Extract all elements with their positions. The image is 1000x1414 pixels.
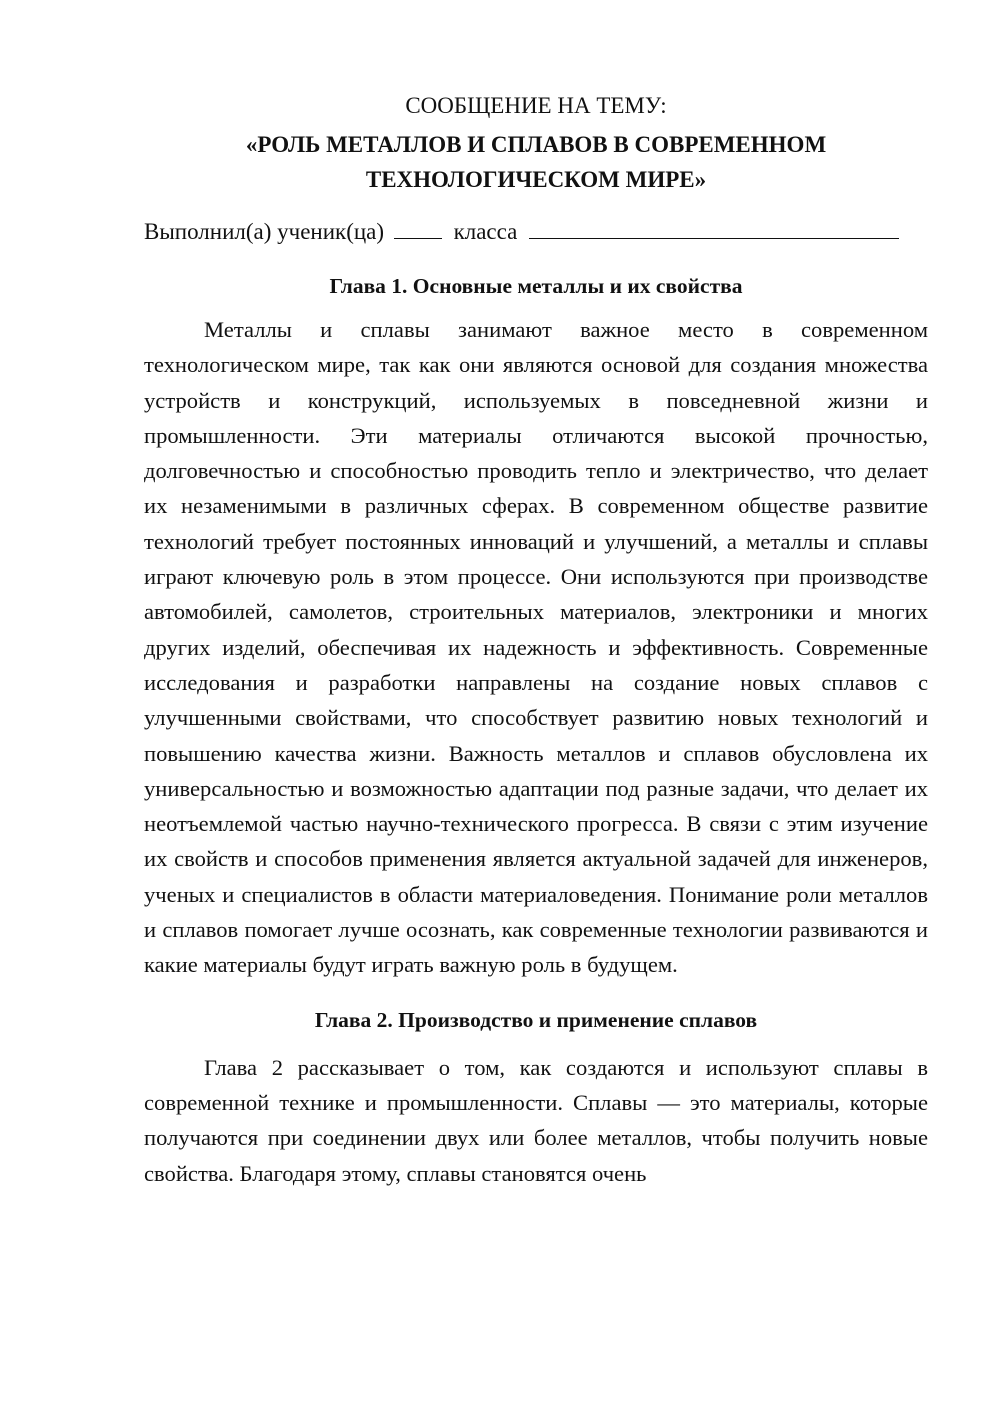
student-info-line: [144, 217, 928, 247]
chapter-2-paragraph: Глава 2 рассказывает о том, как создаются и используют сплавы в современной технике и промышленности. Сплавы — это материалы, которые получаются при соединении двух или более металлов, чтобы получить новые свойства. Благодаря этому, сплавы становятся очень: [144, 1054, 928, 1186]
name-blank[interactable]: [529, 218, 899, 239]
chapter-1-title: Глава 1. Основные металлы и их свойства: [329, 274, 743, 298]
chapter-1-paragraph: Металлы и сплавы занимают важное место в современном технологическом мире, так как они являются основой для создания множества устройств и конструкций, используемых в повседневной жизни и промышленности. Эти материалы отличаются высокой прочностью, долговечностью и способностью проводить тепло и электричество, что делает их незаменимыми в различных сферах. В современном обществе развитие технологий требует постоянных инноваций и улучшений, а металлы и сплавы играют ключевую роль в этом процессе. Они используются при производстве автомобилей, самолетов, строительных материалов, электроники и многих других изделий, обеспечивая их надежность и эффективность. Современные исследования и разработки направлены на создание новых сплавов с улучшенными свойствами, что способствует развитию новых технологий и повышению качества жизни. Важность металлов и сплавов обусловлена их универсальностью и возможностью адаптации под разные задачи, что делает их неотъемлемой частью научно-технического прогресса. В связи с этим изучение их свойств и способов применения является актуальной задачей для инженеров, ученых и специалистов в области материаловедения. Понимание роли металлов и сплавов помогает лучше осознать, как современные технологии развиваются и какие материалы будут играть важную роль в будущем.: [144, 317, 928, 978]
document-title-line-2: ТЕХНОЛОГИЧЕСКОМ МИРЕ»: [365, 167, 707, 192]
grade-blank[interactable]: [394, 218, 442, 239]
class-label: класса: [453, 219, 518, 244]
document-title-line-1: «РОЛЬ МЕТАЛЛОВ И СПЛАВОВ В СОВРЕМЕННОМ: [245, 132, 827, 157]
chapter-2-title: Глава 2. Производство и применение сплавов: [314, 1007, 758, 1032]
document-page: [144, 88, 928, 1191]
student-label: Выполнил(а) ученик(ца): [144, 219, 385, 244]
document-pre-title: СООБЩЕНИЕ НА ТЕМУ:: [405, 93, 667, 118]
